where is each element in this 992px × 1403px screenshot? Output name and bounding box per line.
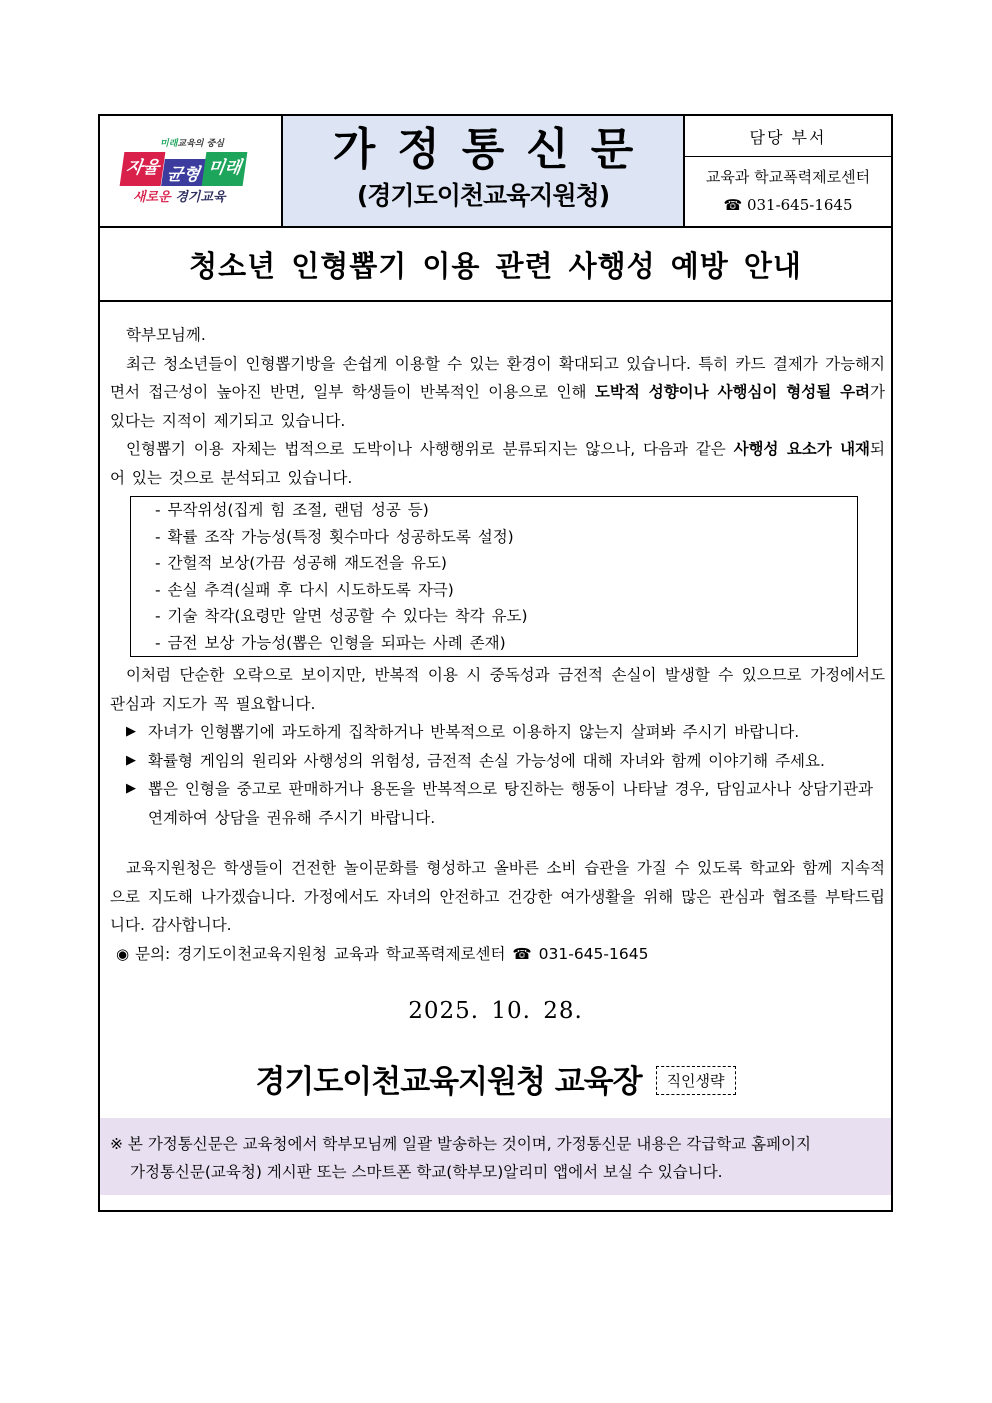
paragraph-warning: 이처럼 단순한 오락으로 보이지만, 반복적 이용 시 중독성과 금전적 손실이 발생할 수 있으므로 가정에서도 관심과 지도가 꼭 필요합니다. — [110, 666, 885, 713]
department-phone — [685, 191, 891, 219]
paragraph-analysis-emphasis: 사행성 요소가 내재 — [733, 440, 871, 458]
logo-tagline-rest: 교육의 중심 — [177, 139, 224, 149]
footer-note-line-1: ※ 본 가정통신문은 교육청에서 학부모님께 일괄 발송하는 것이며, 가정통신문 내용은 각급학교 홈페이지 — [110, 1135, 811, 1153]
risk-factor-item: - 확률 조작 가능성(특정 횟수마다 성공하도록 설정) — [155, 527, 514, 546]
greeting: 학부모님께. — [126, 326, 206, 344]
risk-factor-item: - 손실 추격(실패 후 다시 시도하도록 자극) — [155, 580, 454, 599]
signatory: 경기도이천교육지원청 교육장 — [255, 1064, 642, 1100]
paragraph-intro-emphasis: 도박적 성향이나 사행심이 형성될 우려 — [594, 383, 871, 401]
paragraph-analysis-text-b: 되어 있는 것으로 분석되고 있습니다. — [110, 440, 886, 487]
newsletter-issuer: (경기도이천교육지원청) — [356, 181, 610, 210]
document-heading: 청소년 인형뽑기 이용 관련 사행성 예방 안내 — [189, 248, 802, 283]
paragraph-intro — [110, 350, 885, 436]
contact-line — [110, 940, 885, 969]
logo-badges — [122, 152, 245, 186]
phone-number: 031-645-1645 — [746, 196, 853, 214]
newsletter-frame — [98, 114, 893, 1212]
logo-slogan-red: 새로운 — [133, 190, 171, 205]
logo-slogan-navy: 경기교육 — [175, 190, 226, 205]
footer-note-line-2: 가정통신문(교육청) 게시판 또는 스마트폰 학교(학부모)알리미 앱에서 보실 수 있습니다. — [130, 1163, 723, 1181]
header-row — [100, 116, 891, 228]
department-name: 교육과 학교폭력제로센터 — [705, 168, 871, 186]
risk-factor-item: - 간헐적 보상(가끔 성공해 재도전을 유도) — [155, 554, 447, 572]
department-label: 담당 부서 — [685, 116, 891, 157]
document-body — [110, 321, 885, 968]
radio-dot-icon: ◉ — [116, 944, 130, 963]
logo-tagline-accent: 미래 — [160, 139, 178, 149]
triangle-bullet-icon: ▶ — [126, 781, 136, 796]
action-text: 자녀가 인형뽑기에 과도하게 집착하거나 반복적으로 이용하지 않는지 살펴봐 주시기 바랍니다. — [148, 723, 800, 741]
triangle-bullet-icon: ▶ — [126, 752, 136, 768]
risk-factor-item: - 기술 착각(요령만 알면 성공할 수 있다는 착각 유도) — [155, 607, 528, 625]
logo-badge-balance: 균형 — [161, 159, 206, 186]
risk-factor-box — [130, 496, 858, 657]
paragraph-intro-text-a: 최근 청소년들이 인형뽑기방을 손쉽게 이용할 수 있는 환경이 확대되고 있습니다. 특히 카드 결제가 가능해지면서 접근성이 높아진 반면, 일부 학생들이 반복적인 이용으로 인해 — [110, 354, 885, 401]
risk-factor-item: - 무작위성(집게 힘 조절, 랜덤 성공 등) — [155, 501, 429, 519]
footer-note — [100, 1118, 891, 1195]
action-text: 뽑은 인형을 중고로 판매하거나 용돈을 반복적으로 탕진하는 행동이 나타날 경우, 담임교사나 상담기관과 연계하여 상담을 권유해 주시기 바랍니다. — [148, 780, 873, 827]
triangle-bullet-icon: ▶ — [126, 724, 136, 739]
action-item — [110, 775, 885, 832]
action-item — [110, 718, 885, 747]
logo-badge-future: 미래 — [201, 152, 247, 186]
logo-badge-autonomy: 자율 — [120, 152, 166, 186]
paragraph-intro-text-b: 가 있다는 지적이 제기되고 있습니다. — [110, 383, 886, 430]
action-item — [110, 747, 885, 776]
action-text: 확률형 게임의 원리와 사행성의 위험성, 금전적 손실 가능성에 대해 자녀와 함께 이야기해 주세요. — [148, 751, 825, 770]
department-info — [685, 157, 891, 219]
action-list — [110, 718, 885, 832]
paragraph-analysis — [110, 435, 885, 492]
newsletter-title: 가정통신문 — [332, 124, 656, 175]
contact-text: 문의: 경기도이천교육지원청 교육과 학교폭력제로센터 ☎ 031-645-1645 — [135, 944, 649, 963]
logo — [100, 116, 283, 226]
paragraph-closing: 교육지원청은 학생들이 건전한 놀이문화를 형성하고 올바른 소비 습관을 가질 수 있도록 학교와 함께 지속적으로 지도해 나가겠습니다. 가정에서도 자녀의 안전하고 건강한 여가생활을 위해 많은 관심과 협조를 부탁드립니다. 감사합니다. — [110, 859, 885, 934]
logo-tagline — [160, 136, 224, 149]
logo-slogan — [133, 186, 225, 205]
risk-factor-item: - 금전 보상 가능성(뽑은 인형을 되파는 사례 존재) — [155, 633, 506, 652]
title-cell — [283, 116, 685, 226]
heading-row — [100, 228, 891, 302]
paragraph-analysis-text-a: 인형뽑기 이용 자체는 법적으로 도박이나 사행행위로 분류되지는 않으나, 다음과 같은 — [126, 440, 734, 458]
department-cell — [685, 116, 891, 226]
issue-date: 2025. 10. 28. — [408, 998, 583, 1024]
seal-omitted-box: 직인생략 — [656, 1066, 736, 1095]
signature-line — [100, 1056, 891, 1101]
phone-icon: ☎ — [723, 196, 743, 214]
